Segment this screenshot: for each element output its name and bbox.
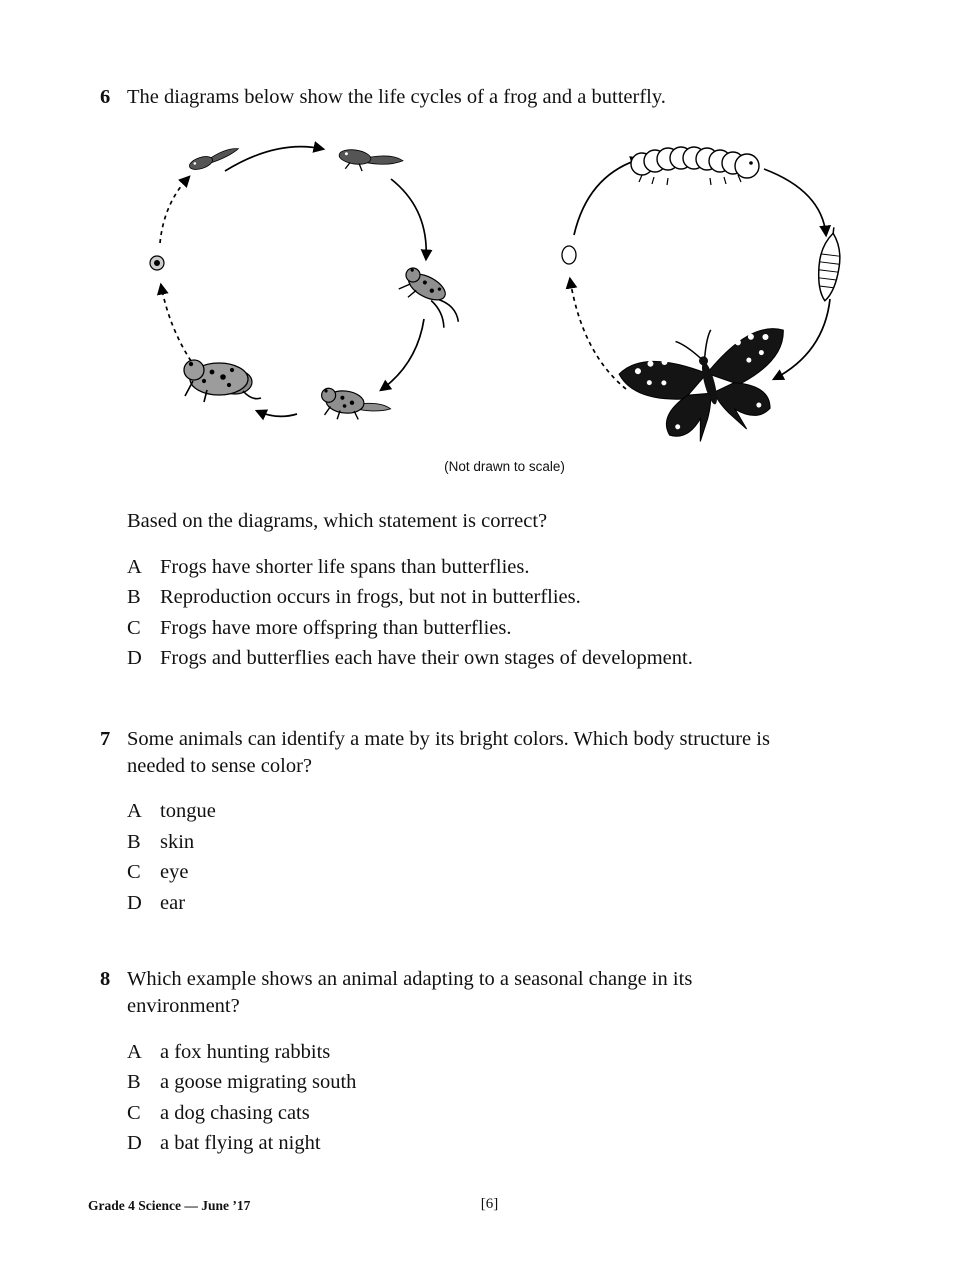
answer-option [127,643,909,674]
caterpillar-icon [631,147,759,185]
frog-life-cycle-diagram [127,127,487,457]
butterfly-icon [614,312,805,457]
option-text: a dog chasing cats [160,1101,310,1124]
answer-option [127,827,909,858]
option-letter: D [127,1132,142,1154]
question-number: 8 [100,968,111,990]
answer-option [127,857,909,888]
option-text: ear [160,891,186,914]
question-7-head [100,726,909,781]
answer-option [127,1098,909,1129]
answer-option [127,613,909,644]
froglet-icon [319,388,392,425]
option-text: tongue [160,800,216,822]
option-text: skin [160,830,195,853]
butterfly-egg-icon [562,246,576,264]
question-6-options [127,552,909,674]
option-letter: A [127,555,142,578]
option-text: a bat flying at night [160,1132,321,1154]
answer-option [127,888,909,919]
option-text: Reproduction occurs in frogs, but not in butterflies. [160,586,581,608]
life-cycle-figures [100,127,909,457]
option-text: Frogs and butterflies each have their own stages of development. [160,647,693,669]
option-letter: A [127,800,142,822]
option-letter: B [127,1071,141,1093]
tadpole-with-legs-icon [337,148,403,177]
question-text: The diagrams below show the life cycles of a frog and a butterfly. [127,86,666,108]
option-letter: B [127,586,141,608]
question-7 [100,726,909,919]
option-text: Frogs have more offspring than butterflies. [160,616,512,639]
tadpole-icon [188,146,241,173]
option-letter: C [127,616,141,639]
answer-option [127,1037,909,1068]
question-7-options [127,796,909,918]
option-letter: C [127,861,141,883]
question-number: 7 [100,727,111,750]
option-letter: D [127,647,142,669]
question-8-head [100,966,909,1021]
adult-frog-icon [184,360,261,402]
option-text: a goose migrating south [160,1071,357,1093]
frog-egg-icon [150,256,164,270]
butterfly-life-cycle-diagram [542,127,882,457]
butterfly-cycle-arrows [570,159,830,389]
option-letter: B [127,830,141,853]
option-letter: D [127,891,142,914]
question-6-prompt: Based on the diagrams, which statement is correct? [127,510,548,533]
question-8 [100,966,909,1159]
question-6 [100,84,909,674]
answer-option [127,796,909,827]
answer-option [127,552,909,583]
question-8-options [127,1037,909,1159]
answer-option [127,1067,909,1098]
question-text: Which example shows an animal adapting to a seasonal change in its environment? [127,968,693,1018]
footer-page-number: [6] [480,1196,499,1212]
footer-exam-title: Grade 4 Science — June ’17 [88,1198,251,1213]
question-number: 6 [100,86,111,108]
option-text: eye [160,861,189,883]
answer-option [127,1128,909,1159]
question-6-head [100,84,909,111]
question-text: Some animals can identify a mate by its bright colors. Which body structure is needed to sense color? [127,727,770,777]
option-text: a fox hunting rabbits [160,1040,331,1063]
option-letter: C [127,1101,141,1124]
option-letter: A [127,1040,142,1063]
chrysalis-icon [815,226,844,302]
answer-option [127,582,909,613]
young-frog-icon [392,266,471,333]
diagram-caption: (Not drawn to scale) [444,459,565,475]
option-text: Frogs have shorter life spans than butterflies. [160,555,530,578]
